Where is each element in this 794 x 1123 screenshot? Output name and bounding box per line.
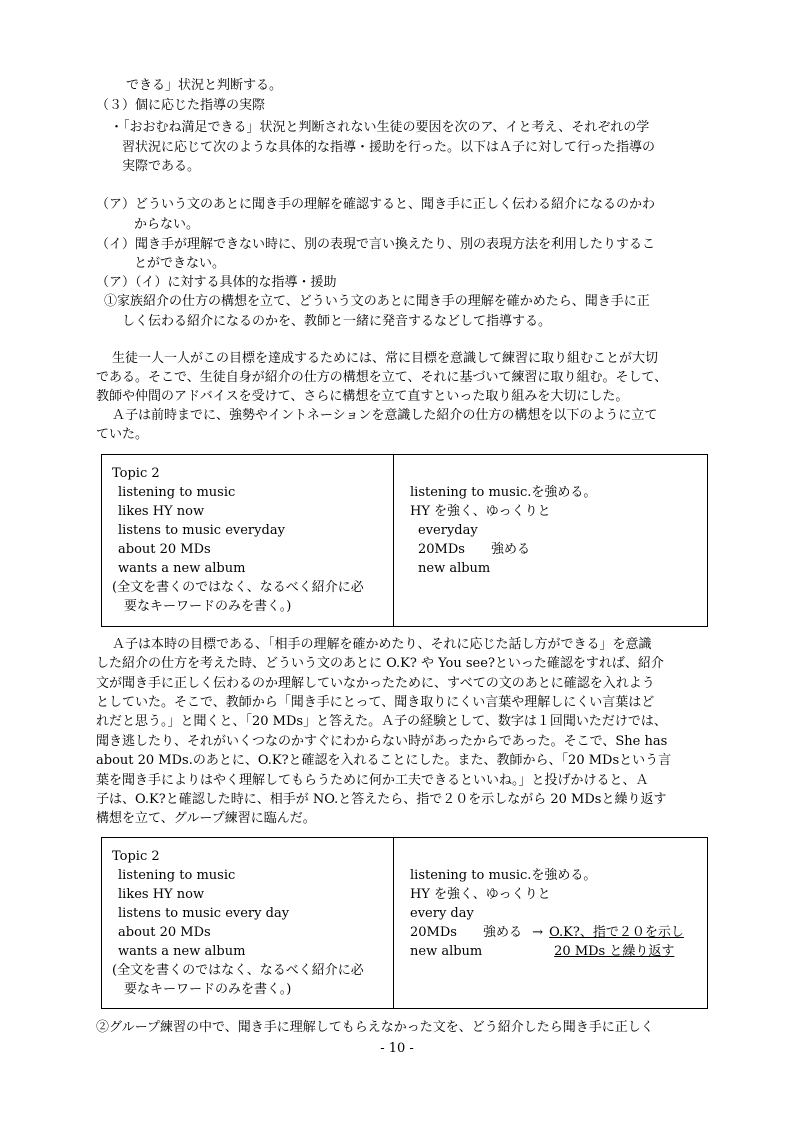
annotation-underlined: O.K?、指で２０を示し	[549, 925, 684, 940]
annotation: HY を強く、ゆっくりと	[410, 887, 551, 902]
annotation-underlined: 20 MDs と繰り返す	[554, 944, 675, 959]
support-item-1: ①家族紹介の仕方の構想を立て、どういう文のあとに聞き手の理解を確かめたら、聞き手に正	[104, 294, 650, 309]
annotation: listening to music.を強める。	[410, 485, 597, 500]
box-topic: Topic 2	[112, 849, 160, 864]
box-note: 要なキーワードのみを書く。)	[124, 599, 292, 614]
text-line: 実際である。	[122, 159, 201, 174]
section-heading: （３）個に応じた指導の実際	[96, 98, 266, 113]
text-line: できる」状況と判断する。	[126, 78, 283, 93]
paragraph-line: した紹介の仕方を考えた時、どういう文のあとに O.K? や You see?といった確認をすれば、紹介	[96, 656, 664, 671]
annotation-row	[410, 942, 684, 961]
paragraph-line: れだと思う。」と聞くと、「20 MDs」と答えた。Ａ子の経験として、数字は１回聞いただけでは、	[96, 714, 667, 729]
paragraph-line: 聞き逃したり、それがいくつなのかすぐにわからない時があったからであった。そこで、She has	[96, 734, 668, 749]
text-line: しく伝わる紹介になるのかを、教師と一緒に発音するなどして指導する。	[122, 314, 552, 329]
annotation: 20MDs 強める	[410, 925, 522, 940]
factor-a: （ア）どういう文のあとに聞き手の理解を確認すると、聞き手に正しく伝わる紹介になるのかわ	[96, 197, 656, 212]
arrow-icon: →	[532, 925, 543, 940]
paragraph-line: 子は、O.K?と確認した時に、相手が NO.と答えたら、指で２０を示しながら 20 MDsと繰り返す	[96, 792, 667, 807]
page-number: - 10 -	[380, 1041, 414, 1056]
keyword: wants a new album	[118, 944, 246, 959]
paragraph-line: Ａ子は前時までに、強勢やイントネーションを意識した紹介の仕方の構想を以下のように立て	[112, 408, 658, 423]
keyword: likes HY now	[118, 504, 205, 519]
annotation: HY を強く、ゆっくりと	[410, 504, 551, 519]
keyword: likes HY now	[118, 887, 205, 902]
plan-box-2	[101, 837, 708, 1009]
paragraph-line: 生徒一人一人がこの目標を達成するためには、常に目標を意識して練習に取り組むことが大切	[112, 351, 659, 366]
paragraph-line: 文が聞き手に正しく伝わるのか理解していなかったために、すべての文のあとに確認を入れよう	[96, 676, 655, 691]
paragraph-line: である。そこで、生徒自身が紹介の仕方の構想を立て、それに基づいて練習に取り組む。そして、	[96, 370, 668, 385]
paragraph-line: としていた。そこで、教師から「聞き手にとって、聞き取りにくい言葉や理解しにくい言葉はど	[96, 695, 655, 710]
box-note: (全文を書くのではなく、なるべく紹介に必	[112, 963, 364, 978]
keyword: about 20 MDs	[118, 542, 211, 557]
text-line: 習状況に応じて次のような具体的な指導・援助を行った。以下はＡ子に対して行った指導の	[122, 140, 656, 155]
annotation: 20MDs 強める	[418, 542, 530, 557]
plan-box-1	[101, 454, 708, 627]
keyword: about 20 MDs	[118, 925, 211, 940]
annotation: everyday	[418, 523, 478, 538]
paragraph-line: about 20 MDs.のあとに、O.K?と確認を入れることにした。また、教師から、「20 MDsという言	[96, 753, 672, 768]
box-note: (全文を書くのではなく、なるべく紹介に必	[112, 580, 364, 595]
text-line: ・「おおむね満足できる」状況と判断されない生徒の要因を次のア、イと考え、それぞれの学	[110, 120, 650, 135]
factor-i: （イ）聞き手が理解できない時に、別の表現で言い換えたり、別の表現方法を利用したりするこ	[96, 237, 656, 252]
keyword: listening to music	[118, 868, 236, 883]
annotation: every day	[410, 906, 474, 921]
paragraph-line: 教師や仲間のアドバイスを受けて、さらに構想を立て直すといった取り組みを大切にした。	[96, 389, 629, 404]
box-topic: Topic 2	[112, 466, 160, 481]
annotation: listening to music.を強める。	[410, 868, 597, 883]
support-item-2: ②グループ練習の中で、聞き手に理解してもらえなかった文を、どう紹介したら聞き手に正しく	[96, 1020, 654, 1035]
keyword: listens to music every day	[118, 906, 290, 921]
annotation: new album	[410, 944, 483, 959]
text-line: とができない。	[134, 256, 226, 271]
keyword: listening to music	[118, 485, 236, 500]
paragraph-line: 葉を聞き手によりはやく理解してもらうために何か工夫できるといいね。」と投げかけると、Ａ	[96, 773, 649, 788]
annotation: new album	[418, 561, 491, 576]
text-line: からない。	[134, 217, 200, 232]
annotation-row	[410, 923, 684, 942]
box-note: 要なキーワードのみを書く。)	[124, 982, 292, 997]
keyword: wants a new album	[118, 561, 246, 576]
keyword: listens to music everyday	[118, 523, 285, 538]
paragraph-line: 構想を立て、グループ練習に臨んだ。	[96, 811, 316, 826]
paragraph-line: Ａ子は本時の目標である、「相手の理解を確かめたり、それに応じた話し方ができる」を意識	[112, 637, 652, 652]
paragraph-line: ていた。	[96, 427, 149, 442]
support-heading: （ア）（イ）に対する具体的な指導・援助	[96, 275, 337, 290]
